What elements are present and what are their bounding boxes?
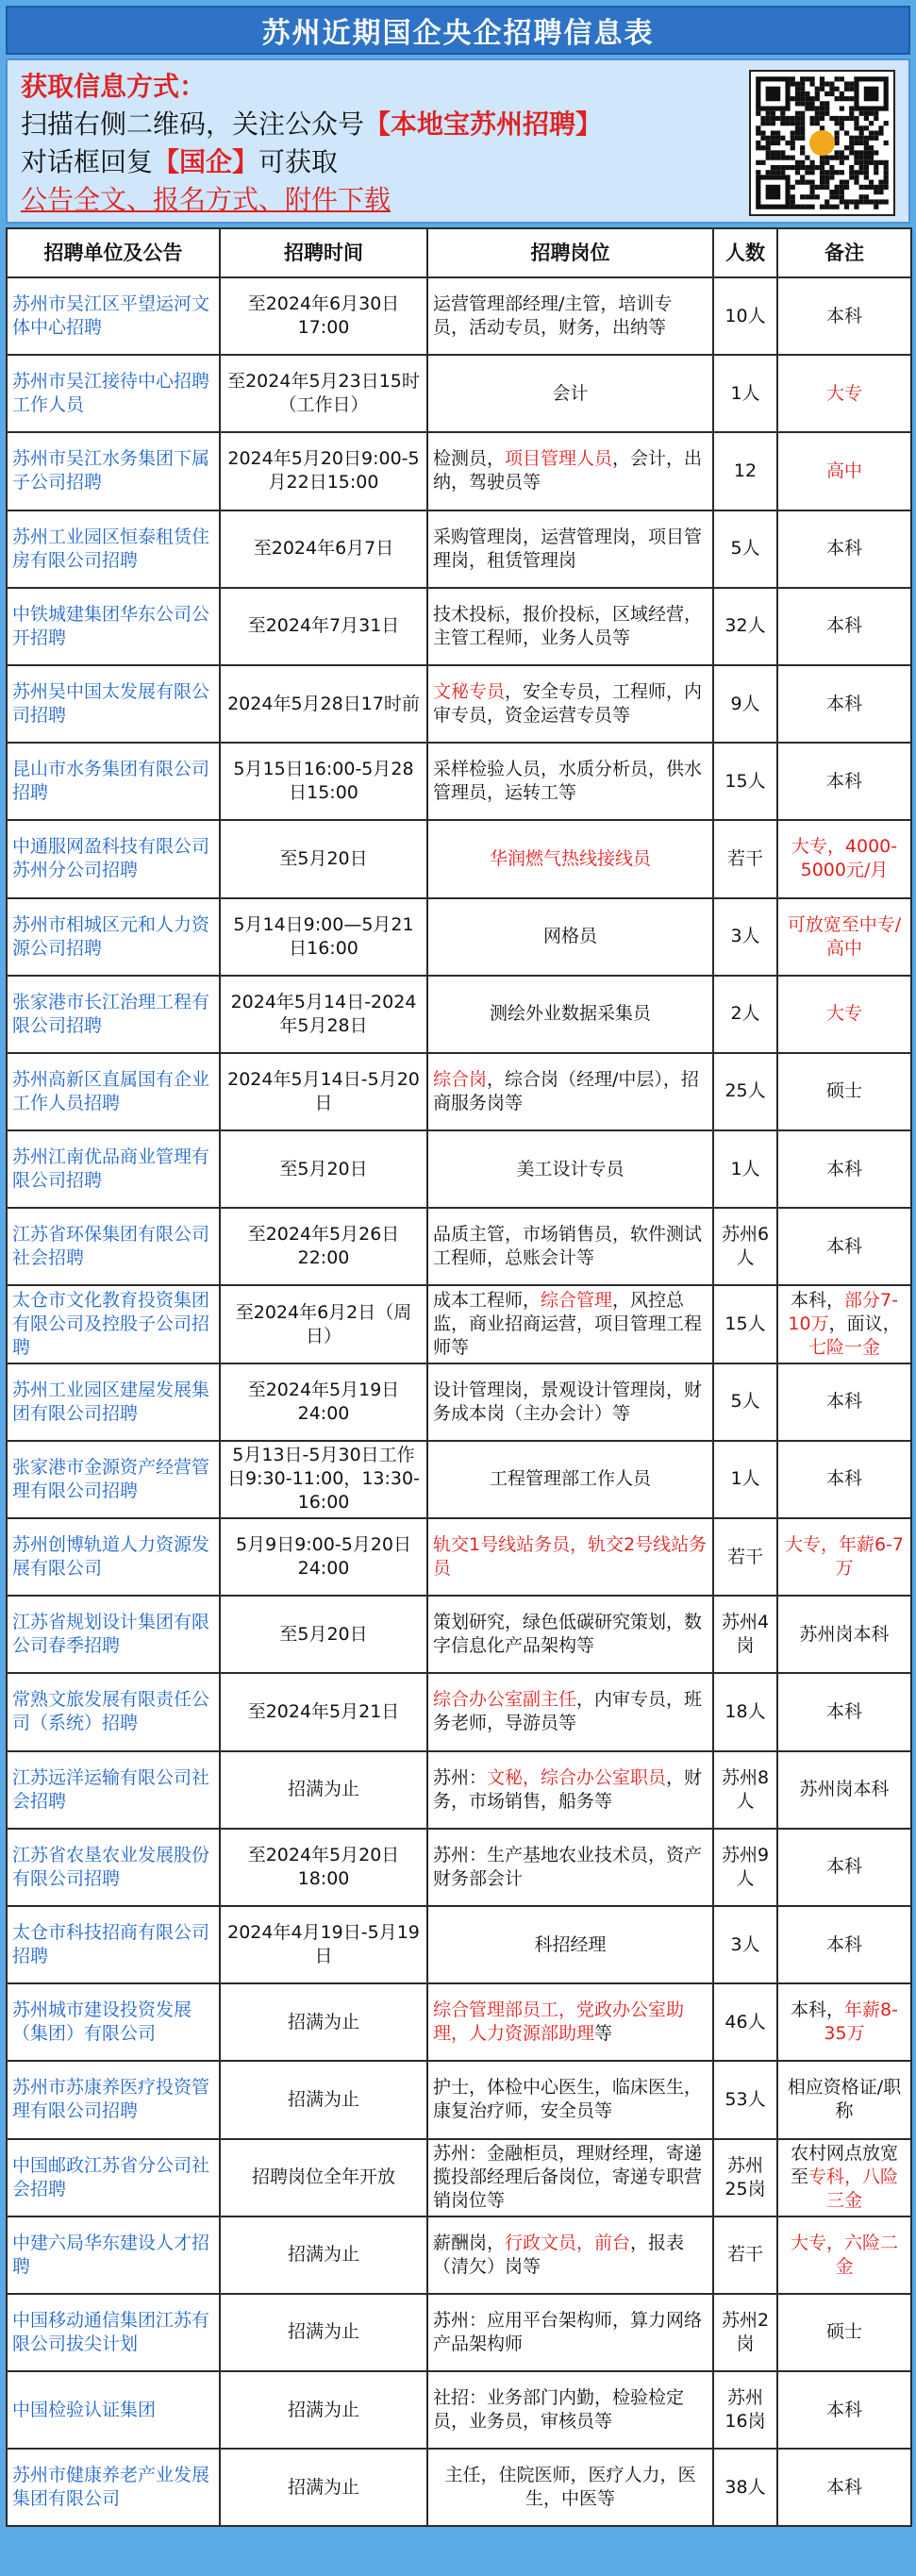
job-positions [427, 432, 713, 510]
note-text: 本科， [791, 1290, 845, 1312]
table-row [7, 820, 911, 897]
job-count: 苏州9人 [713, 1829, 777, 1906]
job-unit-link[interactable]: 张家港市长江治理工程有限公司招聘 [7, 976, 220, 1053]
table-body [7, 277, 911, 2526]
position-text: ，会计，出纳，驾驶员等 [433, 448, 703, 493]
account-name: 【本地宝苏州招聘】 [364, 109, 603, 140]
job-count: 3人 [713, 898, 777, 976]
table-row [7, 1673, 911, 1750]
job-positions [427, 2294, 713, 2371]
job-unit-link[interactable]: 苏州城市建设投资发展（集团）有限公司 [7, 1983, 220, 2061]
job-count: 1人 [713, 1130, 777, 1208]
position-text: 苏州：应用平台架构师，算力网络产品架构师 [433, 2309, 703, 2354]
job-unit-link[interactable]: 太仓市科技招商有限公司招聘 [7, 1906, 220, 1983]
job-time: 招满为止 [220, 2449, 427, 2526]
table-row [7, 1518, 911, 1596]
job-positions [427, 898, 713, 976]
job-unit-link[interactable]: 中国检验认证集团 [7, 2371, 220, 2449]
job-unit-link[interactable]: 苏州市吴江区平望运河文体中心招聘 [7, 277, 220, 355]
job-note [777, 1053, 911, 1130]
table-header-row [7, 228, 911, 277]
table-row [7, 2449, 911, 2526]
position-text: 护士，体检中心医生，临床医生，康复治疗师，安全员等 [433, 2077, 703, 2122]
note-text: 本科 [825, 2399, 862, 2420]
info-line-1-text: 扫描右侧二维码，关注公众号 [21, 109, 365, 140]
highlighted-position: 项目管理人员 [505, 448, 613, 470]
position-text: 等 [594, 2023, 613, 2045]
position-text: 苏州： [433, 1766, 488, 1788]
position-text: 苏州：生产基地农业技术员，资产财务部会计 [433, 1844, 703, 1889]
table-row [7, 1751, 911, 1829]
job-note [777, 277, 911, 355]
table-row [7, 1596, 911, 1673]
job-count: 2人 [713, 976, 777, 1053]
highlighted-note: 可放宽至中专/高中 [787, 913, 902, 959]
job-unit-link[interactable]: 中国移动通信集团江苏有限公司拔尖计划 [7, 2294, 220, 2371]
note-text: 本科 [825, 305, 862, 326]
job-note [777, 976, 911, 1053]
job-count: 46人 [713, 1983, 777, 2061]
job-unit-link[interactable]: 苏州高新区直属国有企业工作人员招聘 [7, 1053, 220, 1130]
highlighted-note: 高中 [825, 460, 862, 481]
job-unit-link[interactable]: 江苏省规划设计集团有限公司春季招聘 [7, 1596, 220, 1673]
job-time: 至2024年6月2日（周日） [220, 1285, 427, 1363]
job-time: 至2024年5月23日15时（工作日） [220, 355, 427, 432]
col-header-time: 招聘时间 [220, 228, 427, 277]
note-text: 本科 [825, 1468, 862, 1490]
job-count: 53人 [713, 2061, 777, 2138]
highlighted-position: 文秘专员 [433, 681, 506, 703]
job-unit-link[interactable]: 中通服网盈科技有限公司苏州分公司招聘 [7, 820, 220, 897]
highlighted-position: 华润燃气热线接线员 [489, 847, 651, 869]
highlighted-note: 大专，年薪6-7万 [784, 1534, 905, 1580]
job-time: 招满为止 [220, 2061, 427, 2138]
note-text: 本科 [825, 1856, 862, 1878]
table-row [7, 976, 911, 1053]
job-time: 至2024年5月26日22:00 [220, 1208, 427, 1285]
note-text: 苏州岗本科 [799, 1623, 890, 1645]
highlighted-note: 大专 [825, 1003, 862, 1025]
job-unit-link[interactable]: 昆山市水务集团有限公司招聘 [7, 743, 220, 820]
highlighted-note: 大专，4000-5000元/月 [791, 836, 898, 881]
table-row [7, 588, 911, 665]
reply-keyword: 【国企】 [153, 146, 259, 177]
job-note [777, 510, 911, 588]
job-time: 招满为止 [220, 1983, 427, 2061]
highlighted-position: 行政文员，前台 [505, 2232, 631, 2253]
job-positions [427, 665, 713, 743]
job-unit-link[interactable]: 苏州工业园区建屋发展集团有限公司招聘 [7, 1363, 220, 1441]
job-time: 2024年5月28日17时前 [220, 665, 427, 743]
position-text: 社招：业务部门内勤，检验检定员，业务员，审核员等 [433, 2387, 685, 2433]
job-time: 5月14日9:00—5月21日16:00 [220, 898, 427, 976]
job-unit-link[interactable]: 苏州吴中国太发展有限公司招聘 [7, 665, 220, 743]
job-positions [427, 1130, 713, 1208]
note-text: 本科 [825, 2476, 862, 2498]
job-time: 5月15日16:00-5月28日15:00 [220, 743, 427, 820]
job-positions [427, 1363, 713, 1441]
job-count: 38人 [713, 2449, 777, 2526]
col-header-position: 招聘岗位 [427, 228, 713, 277]
position-text: ，安全专员，工程师，内审专员，资金运营专员等 [433, 681, 703, 727]
position-text: 成本工程师， [433, 1290, 541, 1312]
job-note [777, 432, 911, 510]
job-count: 苏州6人 [713, 1208, 777, 1285]
position-text: ，内审专员，班务老师，导游员等 [433, 1689, 703, 1734]
job-time: 2024年4月19日-5月19日 [220, 1906, 427, 1983]
table-row [7, 898, 911, 976]
table-row [7, 1441, 911, 1518]
job-count: 15人 [713, 1285, 777, 1363]
job-count: 10人 [713, 277, 777, 355]
position-text: 品质主管，市场销售员，软件测试工程师，总账会计等 [433, 1224, 703, 1269]
job-positions [427, 355, 713, 432]
job-time: 至2024年5月19日24:00 [220, 1363, 427, 1441]
job-time: 至2024年6月30日17:00 [220, 277, 427, 355]
table-row [7, 432, 911, 510]
job-unit-link[interactable]: 苏州市苏康养医疗投资管理有限公司招聘 [7, 2061, 220, 2138]
highlighted-position: 文秘，综合办公室职员 [487, 1766, 667, 1788]
position-text: 科招经理 [534, 1933, 607, 1955]
position-text: 主任，住院医师，医疗人力，医生，中医等 [444, 2465, 696, 2510]
job-time: 至2024年7月31日 [220, 588, 427, 665]
job-count: 3人 [713, 1906, 777, 1983]
job-positions [427, 510, 713, 588]
position-text: 技术投标，报价投标，区域经营，主管工程师，业务人员等 [433, 603, 703, 648]
job-count: 5人 [713, 510, 777, 588]
job-note [777, 1285, 911, 1363]
job-note [777, 588, 911, 665]
position-text: ，财务，市场销售，船务等 [433, 1766, 703, 1812]
job-unit-link[interactable]: 中铁城建集团华东公司公开招聘 [7, 588, 220, 665]
job-positions [427, 2371, 713, 2449]
table-row [7, 2061, 911, 2138]
highlighted-note: 部分7-10万 [788, 1290, 898, 1335]
info-line-2-suffix: 可获取 [258, 146, 339, 177]
job-positions [427, 1906, 713, 1983]
col-header-note: 备注 [777, 228, 911, 277]
job-unit-link[interactable]: 中建六局华东建设人才招聘 [7, 2216, 220, 2294]
job-note [777, 1829, 911, 1906]
note-text: 本科 [825, 1235, 862, 1257]
job-time: 招聘岗位全年开放 [220, 2139, 427, 2216]
job-note [777, 1130, 911, 1208]
table-row [7, 1829, 911, 1906]
job-positions [427, 1518, 713, 1596]
job-count: 18人 [713, 1673, 777, 1750]
job-positions [427, 2061, 713, 2138]
job-positions [427, 588, 713, 665]
position-text: 工程管理部工作人员 [489, 1468, 651, 1490]
job-unit-link[interactable]: 中国邮政江苏省分公司社会招聘 [7, 2139, 220, 2216]
note-text: ，面议， [828, 1313, 901, 1335]
job-unit-link[interactable]: 苏州市相城区元和人力资源公司招聘 [7, 898, 220, 976]
table-row [7, 2216, 911, 2294]
job-unit-link[interactable]: 苏州市健康养老产业发展集团有限公司 [7, 2449, 220, 2526]
job-count: 15人 [713, 743, 777, 820]
table-row [7, 2139, 911, 2216]
highlighted-position: 综合岗 [433, 1068, 488, 1090]
job-positions [427, 2216, 713, 2294]
job-count: 苏州2岗 [713, 2294, 777, 2371]
job-count: 苏州25岗 [713, 2139, 777, 2216]
job-unit-link[interactable]: 苏州创博轨道人力资源发展有限公司 [7, 1518, 220, 1596]
position-text: 苏州：金融柜员，理财经理，寄递揽投部经理后备岗位，寄递专职营销岗位等 [433, 2143, 703, 2212]
note-text: 硕士 [825, 1080, 862, 1102]
job-unit-link[interactable]: 苏州市吴江接待中心招聘工作人员 [7, 355, 220, 432]
col-header-unit: 招聘单位及公告 [7, 228, 220, 277]
position-text: ，风控总监，商业招商运营，项目管理工程师等 [433, 1290, 703, 1359]
highlighted-note: 七险一金 [808, 1337, 880, 1359]
job-count: 12 [713, 432, 777, 510]
highlighted-note: 专科，八险三金 [808, 2166, 899, 2212]
job-note [777, 1518, 911, 1596]
job-time: 至5月20日 [220, 1596, 427, 1673]
qr-code[interactable] [749, 70, 895, 216]
job-unit-link[interactable]: 苏州工业园区恒泰租赁住房有限公司招聘 [7, 510, 220, 588]
table-row [7, 355, 911, 432]
job-note [777, 743, 911, 820]
job-note [777, 898, 911, 976]
note-text: 本科 [825, 1158, 862, 1179]
note-text: 本科， [791, 1999, 845, 2021]
job-unit-link[interactable]: 张家港市金源资产经营管理有限公司招聘 [7, 1441, 220, 1518]
job-count: 若干 [713, 820, 777, 897]
job-positions [427, 1829, 713, 1906]
table-row [7, 510, 911, 588]
job-unit-link[interactable]: 江苏省农垦农业发展股份有限公司招聘 [7, 1829, 220, 1906]
job-note [777, 1751, 911, 1829]
note-text: 相应资格证/职称 [787, 2077, 902, 2122]
job-positions [427, 1285, 713, 1363]
job-positions [427, 1596, 713, 1673]
job-count: 25人 [713, 1053, 777, 1130]
note-text: 本科 [825, 693, 862, 714]
info-heading: 获取信息方式： [21, 71, 207, 102]
job-time: 至5月20日 [220, 1130, 427, 1208]
job-positions [427, 1053, 713, 1130]
job-time: 至2024年6月7日 [220, 510, 427, 588]
job-note [777, 2216, 911, 2294]
job-count: 9人 [713, 665, 777, 743]
job-unit-link[interactable]: 苏州江南优品商业管理有限公司招聘 [7, 1130, 220, 1208]
highlighted-note: 年薪8-35万 [824, 1999, 898, 2045]
job-time: 招满为止 [220, 2216, 427, 2294]
job-positions [427, 1751, 713, 1829]
job-time: 招满为止 [220, 2294, 427, 2371]
job-positions [427, 2139, 713, 2216]
table-row [7, 2294, 911, 2371]
job-positions [427, 976, 713, 1053]
highlighted-position: 综合管理部员工，党政办公室助理，人力资源部助理 [433, 1999, 685, 2045]
job-note [777, 1906, 911, 1983]
job-unit-link[interactable]: 苏州市吴江水务集团下属子公司招聘 [7, 432, 220, 510]
job-count: 苏州4岗 [713, 1596, 777, 1673]
job-time: 2024年5月14日-5月20日 [220, 1053, 427, 1130]
note-text: 农村网点放宽至 [790, 2143, 898, 2188]
job-unit-link[interactable]: 常熟文旅发展有限责任公司（系统）招聘 [7, 1673, 220, 1750]
position-text: 策划研究，绿色低碳研究策划，数字信息化产品架构等 [433, 1612, 703, 1657]
note-text: 本科 [825, 615, 862, 637]
job-positions [427, 1673, 713, 1750]
job-unit-link[interactable]: 江苏省环保集团有限公司社会招聘 [7, 1208, 220, 1285]
highlighted-note: 大专 [825, 382, 862, 404]
job-positions [427, 1441, 713, 1518]
info-line-2-text: 对话框回复 [21, 146, 154, 177]
position-text: ，综合岗（经理/中层），招商服务岗等 [433, 1068, 699, 1113]
job-count: 若干 [713, 1518, 777, 1596]
job-count: 32人 [713, 588, 777, 665]
position-text: 薪酬岗， [433, 2232, 506, 2253]
download-link[interactable]: 公告全文、报名方式、附件下载 [21, 184, 391, 215]
position-text: 运营管理部经理/主管，培训专员，活动专员，财务，出纳等 [433, 293, 673, 339]
job-note [777, 1363, 911, 1441]
job-time: 至2024年5月21日 [220, 1673, 427, 1750]
job-note [777, 2061, 911, 2138]
job-positions [427, 277, 713, 355]
position-text: 采购管理岗，运营管理岗，项目管理岗，租赁管理岗 [433, 526, 703, 571]
position-text: 测绘外业数据采集员 [489, 1003, 651, 1025]
job-unit-link[interactable]: 江苏远洋运输有限公司社会招聘 [7, 1751, 220, 1829]
job-time: 5月9日9:00-5月20日24:00 [220, 1518, 427, 1596]
position-text: 检测员， [433, 448, 506, 470]
job-count: 若干 [713, 2216, 777, 2294]
job-time: 招满为止 [220, 1751, 427, 1829]
job-time: 2024年5月20日9:00-5月22日15:00 [220, 432, 427, 510]
job-positions [427, 2449, 713, 2526]
job-time: 2024年5月14日-2024年5月28日 [220, 976, 427, 1053]
note-text: 本科 [825, 1391, 862, 1413]
jobs-table [6, 227, 912, 2527]
job-time: 招满为止 [220, 2371, 427, 2449]
table-row [7, 1363, 911, 1441]
table-row [7, 1983, 911, 2061]
table-row [7, 277, 911, 355]
highlighted-position: 综合管理 [541, 1290, 613, 1312]
job-note [777, 355, 911, 432]
job-positions [427, 820, 713, 897]
job-count: 1人 [713, 355, 777, 432]
position-text: 设计管理岗，景观设计管理岗，财务成本岗（主办会计）等 [433, 1379, 703, 1424]
note-text: 本科 [825, 1700, 862, 1722]
job-note [777, 1596, 911, 1673]
job-time: 至5月20日 [220, 820, 427, 897]
qr-pattern-icon [751, 72, 893, 214]
info-box [6, 59, 910, 224]
job-note [777, 2139, 911, 2216]
job-note [777, 665, 911, 743]
job-note [777, 2294, 911, 2371]
table-row [7, 743, 911, 820]
job-unit-link[interactable]: 太仓市文化教育投资集团有限公司及控股子公司招聘 [7, 1285, 220, 1363]
position-text: 会计 [552, 382, 589, 404]
page-title: 苏州近期国企央企招聘信息表 [6, 6, 910, 55]
note-text: 本科 [825, 770, 862, 792]
table-row [7, 2371, 911, 2449]
note-text: 硕士 [825, 2321, 862, 2343]
highlighted-position: 综合办公室副主任 [433, 1689, 577, 1711]
job-note [777, 1983, 911, 2061]
col-header-count: 人数 [713, 228, 777, 277]
highlighted-position: 轨交1号线站务员，轨交2号线站务员 [433, 1534, 708, 1580]
position-text: ，报表（清欠）岗等 [433, 2232, 685, 2277]
table-row [7, 1208, 911, 1285]
job-note [777, 1441, 911, 1518]
job-positions [427, 1983, 713, 2061]
note-text: 苏州岗本科 [799, 1779, 890, 1800]
job-positions [427, 1208, 713, 1285]
table-row [7, 665, 911, 743]
job-count: 苏州8人 [713, 1751, 777, 1829]
table-row [7, 1906, 911, 1983]
note-text: 本科 [825, 538, 862, 560]
job-note [777, 820, 911, 897]
position-text: 美工设计专员 [516, 1158, 625, 1179]
table-row [7, 1130, 911, 1208]
job-count: 苏州16岗 [713, 2371, 777, 2449]
job-count: 1人 [713, 1441, 777, 1518]
job-note [777, 2371, 911, 2449]
table-row [7, 1285, 911, 1363]
note-text: 本科 [825, 1933, 862, 1955]
position-text: 采样检验人员，水质分析员，供水管理员，运转工等 [433, 759, 703, 804]
position-text: 网格员 [542, 926, 597, 947]
job-note [777, 2449, 911, 2526]
job-count: 5人 [713, 1363, 777, 1441]
job-note [777, 1673, 911, 1750]
job-note [777, 1208, 911, 1285]
highlighted-note: 大专，六险二金 [790, 2232, 898, 2277]
job-positions [427, 743, 713, 820]
job-time: 5月13日-5月30日工作日9:30-11:00，13:30-16:00 [220, 1441, 427, 1518]
job-time: 至2024年5月20日18:00 [220, 1829, 427, 1906]
table-row [7, 1053, 911, 1130]
